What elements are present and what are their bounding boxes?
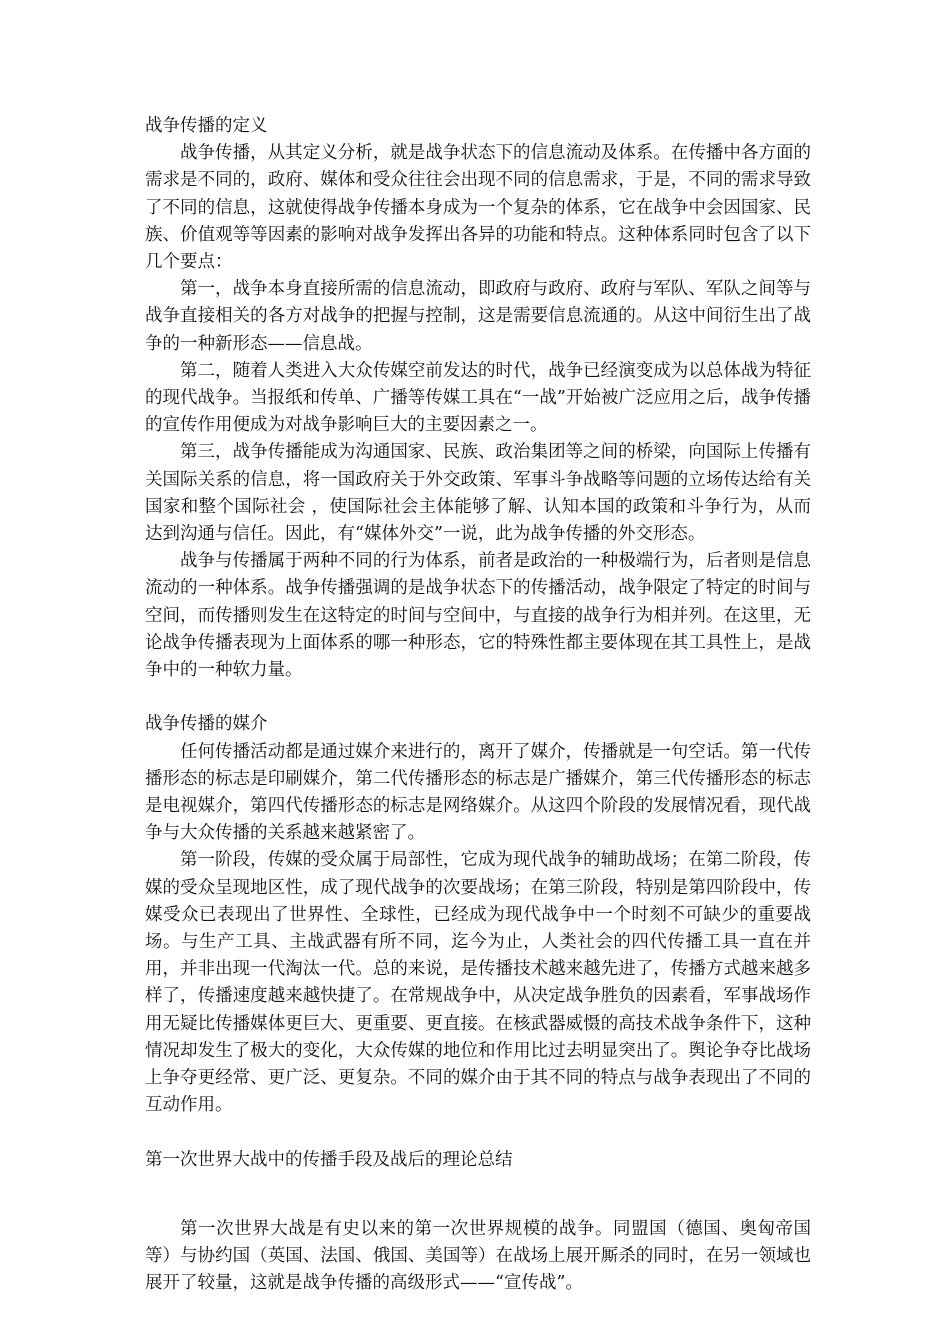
section-spacer	[145, 1174, 811, 1216]
document-page	[145, 113, 811, 1298]
paragraph: 战争传播，从其定义分析，就是战争状态下的信息流动及体系。在传播中各方面的需求是不同的，政府、媒体和受众往往会出现不同的信息需求，于是，不同的需求导致了不同的信息，这就使得战争传播本身成为一个复杂的体系，它在战争中会因国家、民族、价值观等等因素的影响对战争发挥出各异的功能和特点。这种体系同时包含了以下几个要点：	[145, 143, 811, 273]
paragraph: 第一阶段，传媒的受众属于局部性，它成为现代战争的辅助战场；在第二阶段，传媒的受众呈现地区性，成了现代战争的次要战场；在第三阶段，特别是第四阶段中，传媒受众已表现出了世界性、全球性，已经成为现代战争中一个时刻不可缺少的重要战场。与生产工具、主战武器有所不同，迄今为止，人类社会的四代传播工具一直在并用，并非出现一代淘汰一代。总的来说，是传播技术越来越先进了，传播方式越来越多样了，传播速度越来越快捷了。在常规战争中，从决定战争胜负的因素看，军事战场作用无疑比传播媒体更巨大、更重要、更直接。在核武器威慑的高技术战争条件下，这种情况却发生了极大的变化，大众传媒的地位和作用比过去明显突出了。舆论争夺比战场上争夺更经常、更广泛、更复杂。不同的媒介由于其不同的特点与战争表现出了不同的互动作用。	[145, 850, 811, 1116]
paragraph: 第三，战争传播能成为沟通国家、民族、政治集团等之间的桥梁，向国际上传播有关国际关系的信息，将一国政府关于外交政策、军事斗争战略等问题的立场传达给有关国家和整个国际社会 ，使国际社会主体能够了解、认知本国的政策和斗争行为，从而达到沟通与信任。因此，有“媒体外交”一说，此为战争传播的外交形态。	[145, 442, 811, 545]
section-heading-ww1: 第一次世界大战中的传播手段及战后的理论总结	[145, 1149, 513, 1170]
paragraph: 第一，战争本身直接所需的信息流动，即政府与政府、政府与军队、军队之间等与战争直接相关的各方对战争的把握与控制，这是需要信息流通的。从这中间衍生出了战争的一种新形态——信息战。	[145, 279, 811, 354]
paragraph: 第二，随着人类进入大众传媒空前发达的时代，战争已经演变成为以总体战为特征的现代战争。当报纸和传单、广播等传媒工具在“一战”开始被广泛应用之后，战争传播的宣传作用便成为对战争影响巨大的主要因素之一。	[145, 360, 811, 436]
section-heading-definition: 战争传播的定义	[145, 116, 268, 136]
section-spacer	[145, 684, 811, 711]
paragraph: 战争与传播属于两种不同的行为体系，前者是政治的一种极端行为，后者则是信息流动的一种体系。战争传播强调的是战争状态下的传播活动，战争限定了特定的时间与空间，而传播则发生在这特定的时间与空间中，与直接的战争行为相并列。在这里，无论战争传播表现为上面体系的哪一种形态，它的特殊性都主要体现在其工具性上，是战争中的一种软力量。	[145, 551, 811, 681]
section-spacer	[145, 1120, 811, 1147]
section-heading-media: 战争传播的媒介	[145, 714, 268, 735]
paragraph: 第一次世界大战是有史以来的第一次世界规模的战争。同盟国（德国、奥匈帝国等）与协约国（英国、法国、俄国、美国等）在战场上展开厮杀的同时，在另一领域也展开了较量，这就是战争传播的高级形式——“宣传战”。	[145, 1218, 811, 1294]
paragraph: 任何传播活动都是通过媒介来进行的，离开了媒介，传播就是一句空话。第一代传播形态的标志是印刷媒介，第二代传播形态的标志是广播媒介，第三代传播形态的标志是电视媒介，第四代传播形态的标志是网络媒介。从这四个阶段的发展情况看，现代战争与大众传播的关系越来越紧密了。	[145, 741, 811, 844]
